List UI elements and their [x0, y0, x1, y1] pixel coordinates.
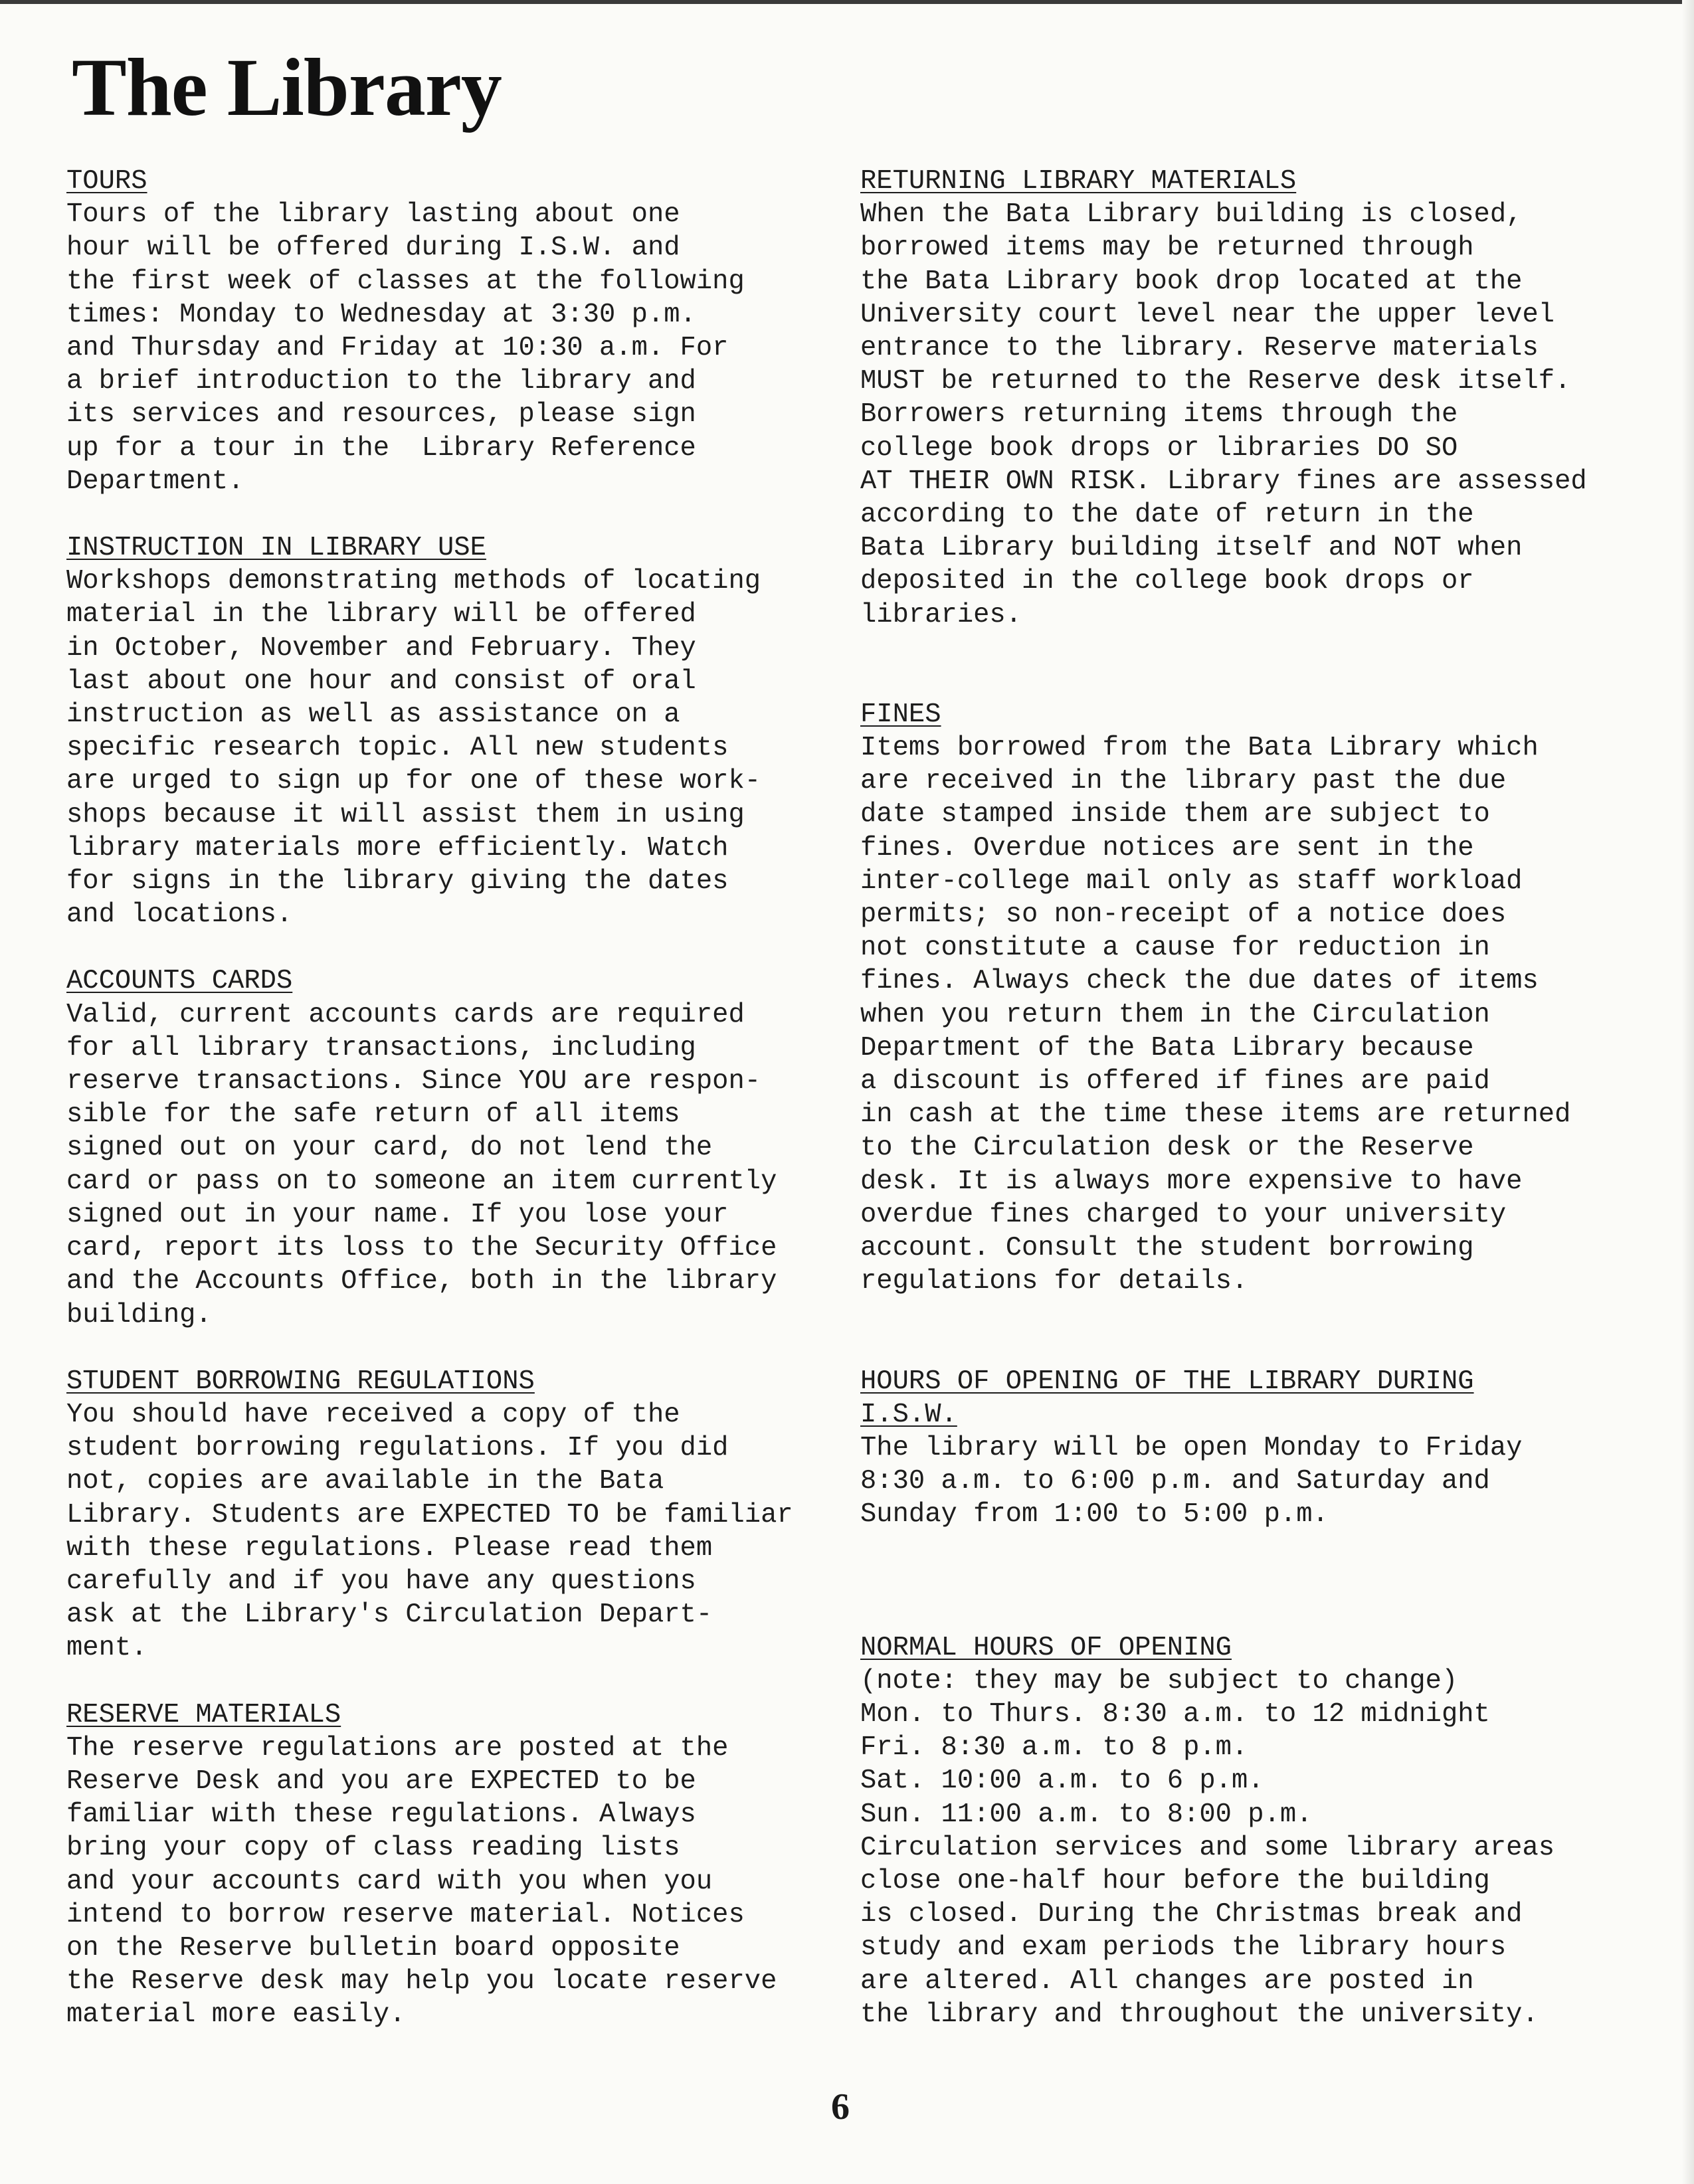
section-hours-during-isw: [860, 1365, 1638, 1532]
text-line: according to the date of return in the: [860, 500, 1474, 531]
text-line: not, copies are available in the Bata: [66, 1466, 664, 1497]
text-line: college book drops or libraries DO SO: [860, 432, 1458, 464]
text-line: Workshops demonstrating methods of locating: [66, 566, 761, 597]
text-line: bring your copy of class reading lists: [66, 1833, 680, 1864]
text-line: familiar with these regulations. Always: [66, 1799, 696, 1831]
text-line: and Thursday and Friday at 10:30 a.m. For: [66, 333, 729, 364]
section-body: [66, 1732, 850, 2032]
section-heading: NORMAL HOURS OF OPENING: [860, 1632, 1232, 1663]
text-line: The library will be open Monday to Friday: [860, 1432, 1523, 1463]
section-accounts-cards: [66, 964, 850, 1331]
text-line: not constitute a cause for reduction in: [860, 933, 1490, 964]
page-edge-shadow: [1682, 0, 1694, 2184]
section-body: [860, 731, 1638, 1298]
text-line: for all library transactions, including: [66, 1032, 696, 1063]
text-line: for signs in the library giving the dates: [66, 866, 729, 897]
text-line: Department.: [66, 466, 244, 497]
section-returning-library-materials: [860, 165, 1638, 632]
text-line: deposited in the college book drops or: [860, 566, 1474, 597]
text-line: carefully and if you have any questions: [66, 1566, 696, 1597]
text-line: Borrowers returning items through the: [860, 399, 1458, 430]
text-line: times: Monday to Wednesday at 3:30 p.m.: [66, 299, 696, 330]
text-line: up for a tour in the Library Reference: [66, 432, 696, 464]
text-line: Valid, current accounts cards are required: [66, 999, 745, 1030]
text-line: When the Bata Library building is closed,: [860, 199, 1523, 230]
text-line: Department of the Bata Library because: [860, 1032, 1474, 1063]
section-normal-hours: [860, 1631, 1638, 2031]
right-column: [860, 165, 1638, 2031]
text-line: is closed. During the Christmas break and: [860, 1899, 1523, 1930]
text-line: Sun. 11:00 a.m. to 8:00 p.m.: [860, 1799, 1313, 1830]
section-reserve-materials: [66, 1698, 850, 2032]
section-heading: RESERVE MATERIALS: [66, 1699, 341, 1730]
text-line: Fri. 8:30 a.m. to 8 p.m.: [860, 1732, 1248, 1764]
text-line: Circulation services and some library areas: [860, 1832, 1555, 1863]
text-line: ask at the Library's Circulation Depart-: [66, 1599, 713, 1631]
text-line: fines. Always check the due dates of items: [860, 966, 1539, 997]
section-student-borrowing-regulations: [66, 1365, 850, 1665]
section-heading: HOURS OF OPENING OF THE LIBRARY DURING: [860, 1366, 1474, 1397]
text-line: Bata Library building itself and NOT when: [860, 533, 1523, 564]
text-line: The reserve regulations are posted at the: [66, 1732, 729, 1764]
text-line: Mon. to Thurs. 8:30 a.m. to 12 midnight: [860, 1698, 1490, 1730]
text-line: the Reserve desk may help you locate reserve: [66, 1966, 777, 1997]
top-edge-rule: [0, 0, 1694, 4]
section-heading: TOURS: [66, 166, 147, 197]
text-line: student borrowing regulations. If you did: [66, 1433, 729, 1464]
text-line: You should have received a copy of the: [66, 1399, 680, 1430]
text-line: and the Accounts Office, both in the library: [66, 1266, 777, 1297]
text-line: AT THEIR OWN RISK. Library fines are assessed: [860, 466, 1587, 497]
text-line: account. Consult the student borrowing: [860, 1233, 1474, 1264]
text-line: the library and throughout the university.: [860, 1999, 1539, 2030]
text-line: Tours of the library lasting about one: [66, 199, 680, 230]
text-line: close one-half hour before the building: [860, 1865, 1490, 1896]
text-line: Items borrowed from the Bata Library which: [860, 733, 1539, 764]
page-title: The Library: [72, 42, 502, 133]
section-heading: FINES: [860, 699, 941, 730]
text-line: borrowed items may be returned through: [860, 232, 1474, 264]
text-line: sible for the safe return of all items: [66, 1099, 680, 1131]
text-line: last about one hour and consist of oral: [66, 666, 696, 697]
text-line: library materials more efficiently. Watch: [66, 832, 729, 864]
section-body: [860, 1431, 1638, 1532]
text-line: the first week of classes at the following: [66, 266, 745, 297]
text-line: (note: they may be subject to change): [860, 1665, 1458, 1696]
text-line: ment.: [66, 1633, 147, 1664]
text-line: Reserve Desk and you are EXPECTED to be: [66, 1766, 696, 1797]
text-line: material more easily.: [66, 1999, 406, 2031]
text-line: Sat. 10:00 a.m. to 6 p.m.: [860, 1766, 1264, 1797]
section-body: [66, 198, 850, 498]
section-instruction: [66, 531, 850, 931]
section-body: [860, 1665, 1638, 2031]
text-line: on the Reserve bulletin board opposite: [66, 1932, 680, 1963]
text-line: building.: [66, 1299, 212, 1330]
section-tours: [66, 165, 850, 498]
text-line: date stamped inside them are subject to: [860, 799, 1490, 830]
text-line: inter-college mail only as staff workload: [860, 865, 1523, 897]
text-line: intend to borrow reserve material. Notices: [66, 1899, 745, 1930]
section-body: [66, 565, 850, 931]
section-heading-continued: I.S.W.: [860, 1399, 957, 1430]
text-line: University court level near the upper level: [860, 299, 1555, 330]
left-column: [66, 165, 850, 2032]
section-body: [66, 998, 850, 1332]
text-line: are altered. All changes are posted in: [860, 1965, 1474, 1997]
text-line: and your accounts card with you when you: [66, 1866, 713, 1897]
text-line: card, report its loss to the Security Office: [66, 1233, 777, 1264]
text-line: MUST be returned to the Reserve desk itself.: [860, 366, 1571, 397]
text-line: Sunday from 1:00 to 5:00 p.m.: [860, 1499, 1329, 1530]
text-line: fines. Overdue notices are sent in the: [860, 832, 1474, 864]
text-line: in cash at the time these items are returned: [860, 1099, 1571, 1131]
section-heading: RETURNING LIBRARY MATERIALS: [860, 166, 1297, 197]
text-line: are urged to sign up for one of these work-: [66, 766, 761, 797]
text-line: permits; so non-receipt of a notice does: [860, 899, 1507, 931]
text-line: study and exam periods the library hours: [860, 1932, 1507, 1963]
text-line: a brief introduction to the library and: [66, 366, 696, 397]
text-line: the Bata Library book drop located at the: [860, 266, 1523, 297]
text-line: hour will be offered during I.S.W. and: [66, 232, 680, 264]
text-line: and locations.: [66, 899, 293, 931]
text-line: shops because it will assist them in using: [66, 799, 745, 830]
text-line: card or pass on to someone an item currently: [66, 1166, 777, 1197]
text-line: signed out on your card, do not lend the: [66, 1133, 713, 1164]
text-line: its services and resources, please sign: [66, 399, 696, 430]
page-number: 6: [831, 2086, 850, 2128]
section-body: [860, 198, 1638, 632]
section-heading: INSTRUCTION IN LIBRARY USE: [66, 533, 486, 564]
text-line: regulations for details.: [860, 1266, 1248, 1297]
text-line: in October, November and February. They: [66, 632, 696, 664]
text-line: with these regulations. Please read them: [66, 1532, 713, 1564]
section-heading: STUDENT BORROWING REGULATIONS: [66, 1366, 535, 1397]
text-line: when you return them in the Circulation: [860, 999, 1490, 1030]
text-line: material in the library will be offered: [66, 599, 696, 630]
text-line: overdue fines charged to your university: [860, 1199, 1507, 1230]
section-fines: [860, 698, 1638, 1299]
text-line: desk. It is always more expensive to have: [860, 1166, 1523, 1197]
section-body: [66, 1398, 850, 1665]
text-line: are received in the library past the due: [860, 766, 1507, 797]
text-line: entrance to the library. Reserve materials: [860, 333, 1539, 364]
text-line: 8:30 a.m. to 6:00 p.m. and Saturday and: [860, 1466, 1490, 1497]
text-line: to the Circulation desk or the Reserve: [860, 1133, 1474, 1164]
text-line: reserve transactions. Since YOU are respon-: [66, 1066, 761, 1097]
text-line: Library. Students are EXPECTED TO be familiar: [66, 1499, 793, 1530]
text-line: libraries.: [860, 599, 1022, 630]
text-line: signed out in your name. If you lose your: [66, 1199, 729, 1230]
text-line: instruction as well as assistance on a: [66, 699, 680, 731]
section-heading: ACCOUNTS CARDS: [66, 966, 293, 997]
text-line: specific research topic. All new students: [66, 733, 729, 764]
text-line: a discount is offered if fines are paid: [860, 1066, 1490, 1097]
